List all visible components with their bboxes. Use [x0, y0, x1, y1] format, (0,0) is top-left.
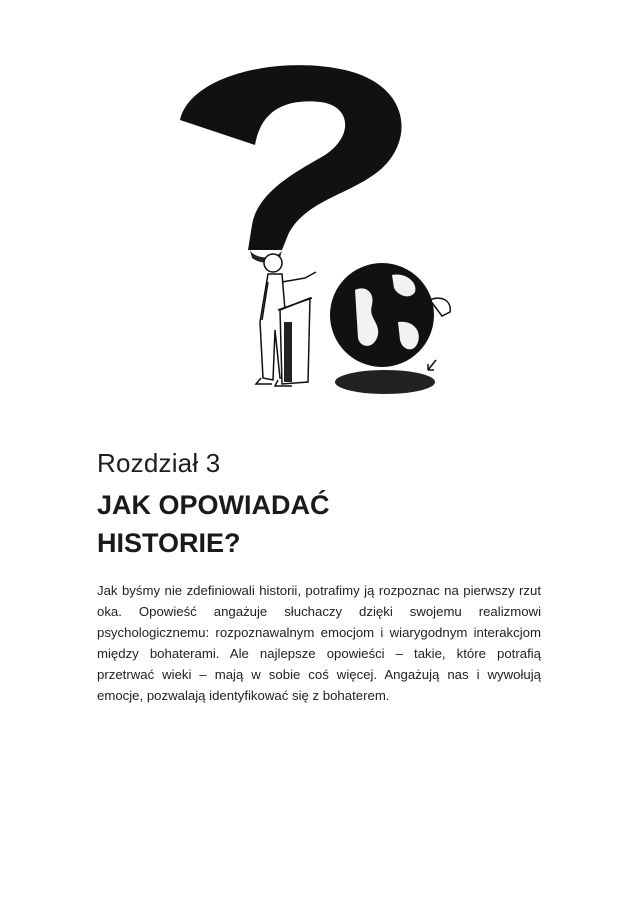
question-mark-shape — [180, 65, 402, 250]
question-mark-speaker-globe-icon — [160, 60, 460, 420]
arrow-sketch — [428, 360, 436, 370]
chapter-illustration — [160, 60, 460, 420]
chapter-number: Rozdział 3 — [97, 448, 221, 478]
chapter-title-line-1: JAK OPOWIADAĆ — [97, 490, 330, 520]
chapter-title-line-2: HISTORIE? — [97, 528, 241, 558]
podium — [278, 298, 312, 384]
globe — [330, 263, 435, 394]
chapter-intro-paragraph: Jak byśmy nie zdefiniowali historii, potrafimy ją rozpoznac na pierwszy rzut oka. Opowieść angażuje słuchaczy dzięki swojemu realizmowi psychologicznemu: rozpoznawalnym emocjom i wiarygodnym interakcjom między bohaterami. Ale najlepsze opowieści – takie, które potrafią przetrwać wieki – mają w sobie coś więcej. Angażują nas i wywołują emocje, pozwalają identyfikować się z bohaterem. — [97, 583, 541, 703]
chapter-title — [97, 486, 517, 562]
